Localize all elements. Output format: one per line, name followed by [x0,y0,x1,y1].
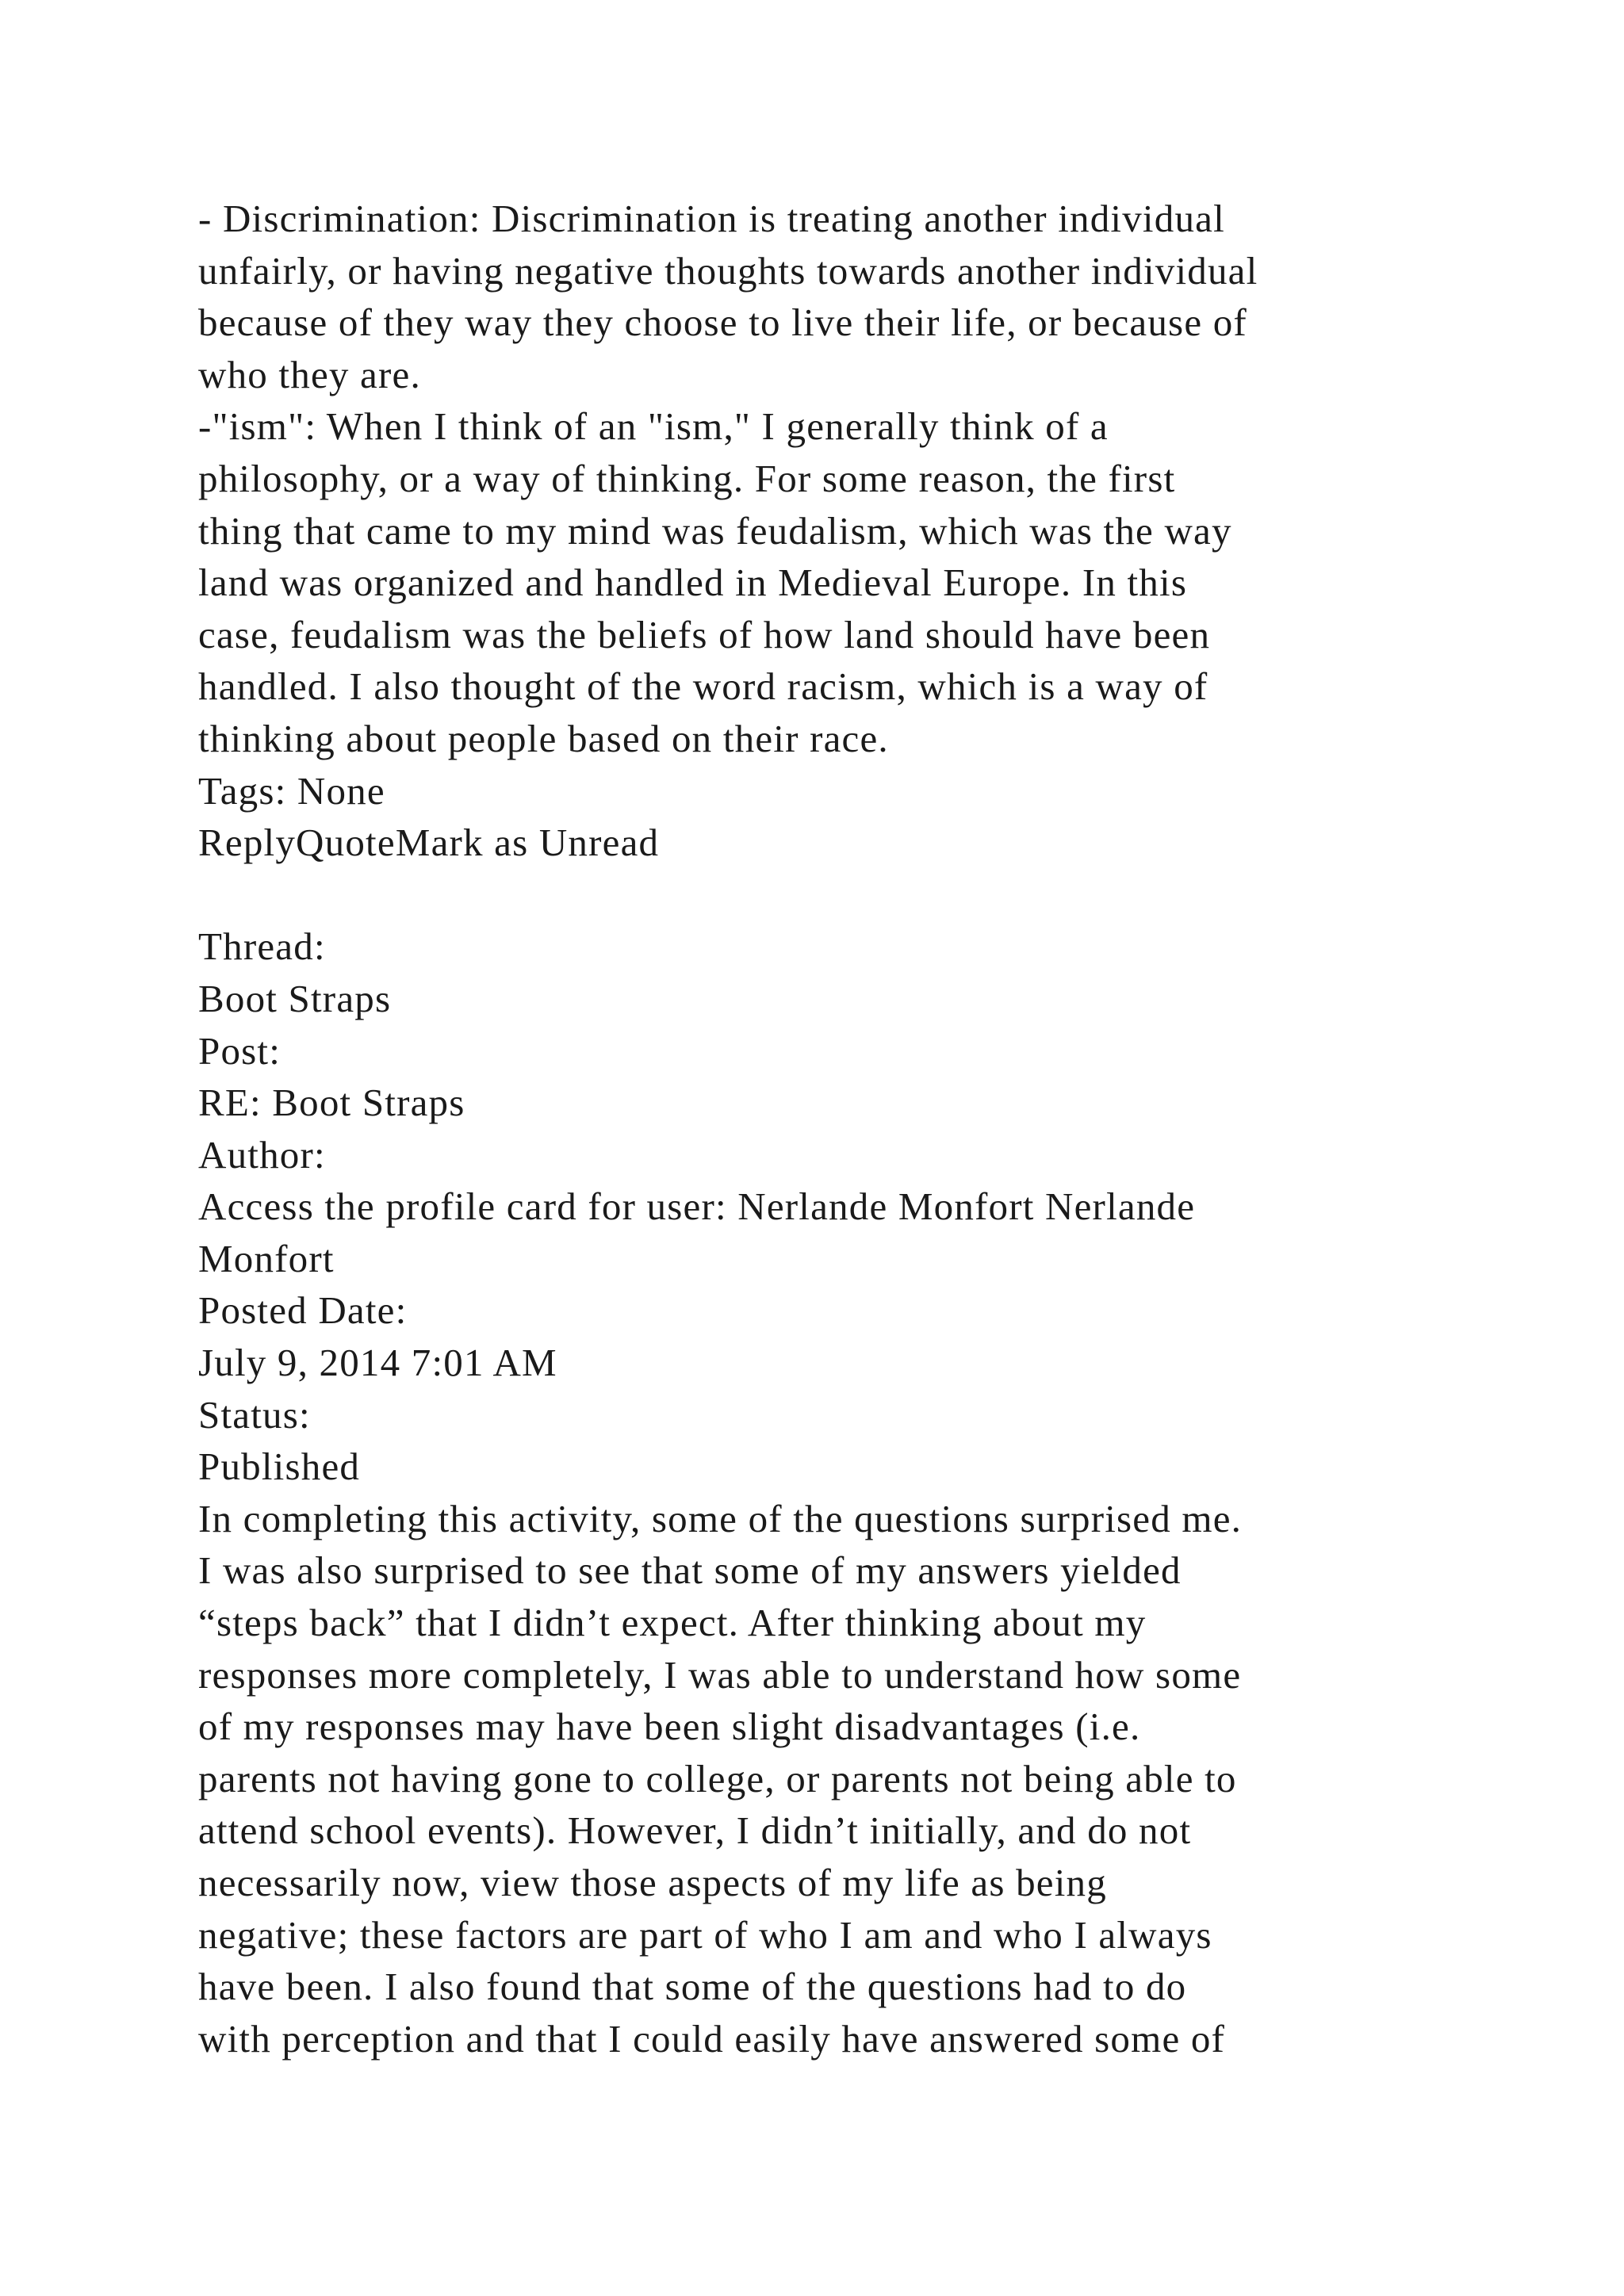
post-body-line: have been. I also found that some of the questions had to do [198,1965,1187,2009]
post-body-line: negative; these factors are part of who I am and who I always [198,1912,1212,1957]
post-body-line: unfairly, or having negative thoughts towards another individual [198,248,1258,293]
post-body-line: “steps back” that I didn’t expect. After thinking about my [198,1601,1147,1645]
post-actions [198,817,1515,869]
status-label: Status: [198,1392,311,1437]
reply-link[interactable]: Reply [198,821,297,865]
post-body [198,1493,1515,2065]
author-profile-link-continued[interactable]: Monfort [198,1236,335,1280]
author-label: Author: [198,1132,326,1177]
post-body-line: thinking about people based on their race. [198,716,889,760]
post-tags: Tags: None [198,768,385,813]
author-profile-link[interactable]: Access the profile card for user: Nerlande Monfort Nerlande [198,1184,1196,1229]
post-body-line: responses more completely, I was able to understand how some [198,1652,1242,1697]
thread-title[interactable]: Boot Straps [198,976,392,1020]
post-body-line: I was also surprised to see that some of my answers yielded [198,1548,1182,1593]
post-body-line: who they are. [198,352,421,396]
spacer [198,869,1515,921]
post-label: Post: [198,1028,282,1073]
post-body-line: attend school events). However, I didn’t initially, and do not [198,1808,1192,1853]
post-body-line: philosophy, or a way of thinking. For some reason, the first [198,456,1176,500]
status-value: Published [198,1445,361,1489]
quote-link[interactable]: Quote [296,821,396,865]
document-page [198,193,1515,2064]
post-body-line: - Discrimination: Discrimination is treating another individual [198,197,1225,240]
post-body-line: -"ism": When I think of an "ism," I generally think of a [198,404,1109,449]
thread-label: Thread: [198,924,326,969]
posted-date-value: July 9, 2014 7:01 AM [198,1341,557,1385]
post-body-line: In completing this activity, some of the questions surprised me. [198,1496,1243,1540]
post-body-line: land was organized and handled in Medieval Europe. In this [198,561,1188,605]
mark-as-unread-link[interactable]: Mark as Unread [395,821,660,865]
post-body-line: because of they way they choose to live their life, or because of [198,300,1247,345]
post-body-line: necessarily now, view those aspects of my life as being [198,1861,1107,1904]
post-body-line: case, feudalism was the beliefs of how land should have been [198,612,1211,656]
post-body-line: parents not having gone to college, or parents not being able to [198,1756,1237,1800]
posted-date-label: Posted Date: [198,1288,408,1333]
post-body-line: of my responses may have been slight disadvantages (i.e. [198,1705,1141,1749]
post-body-line: with perception and that I could easily have answered some of [198,2016,1226,2061]
post-body-line: handled. I also thought of the word racism, which is a way of [198,664,1208,709]
post-body [198,193,1515,765]
post-title[interactable]: RE: Boot Straps [198,1081,465,1125]
post-body-line: thing that came to my mind was feudalism, which was the way [198,508,1232,553]
